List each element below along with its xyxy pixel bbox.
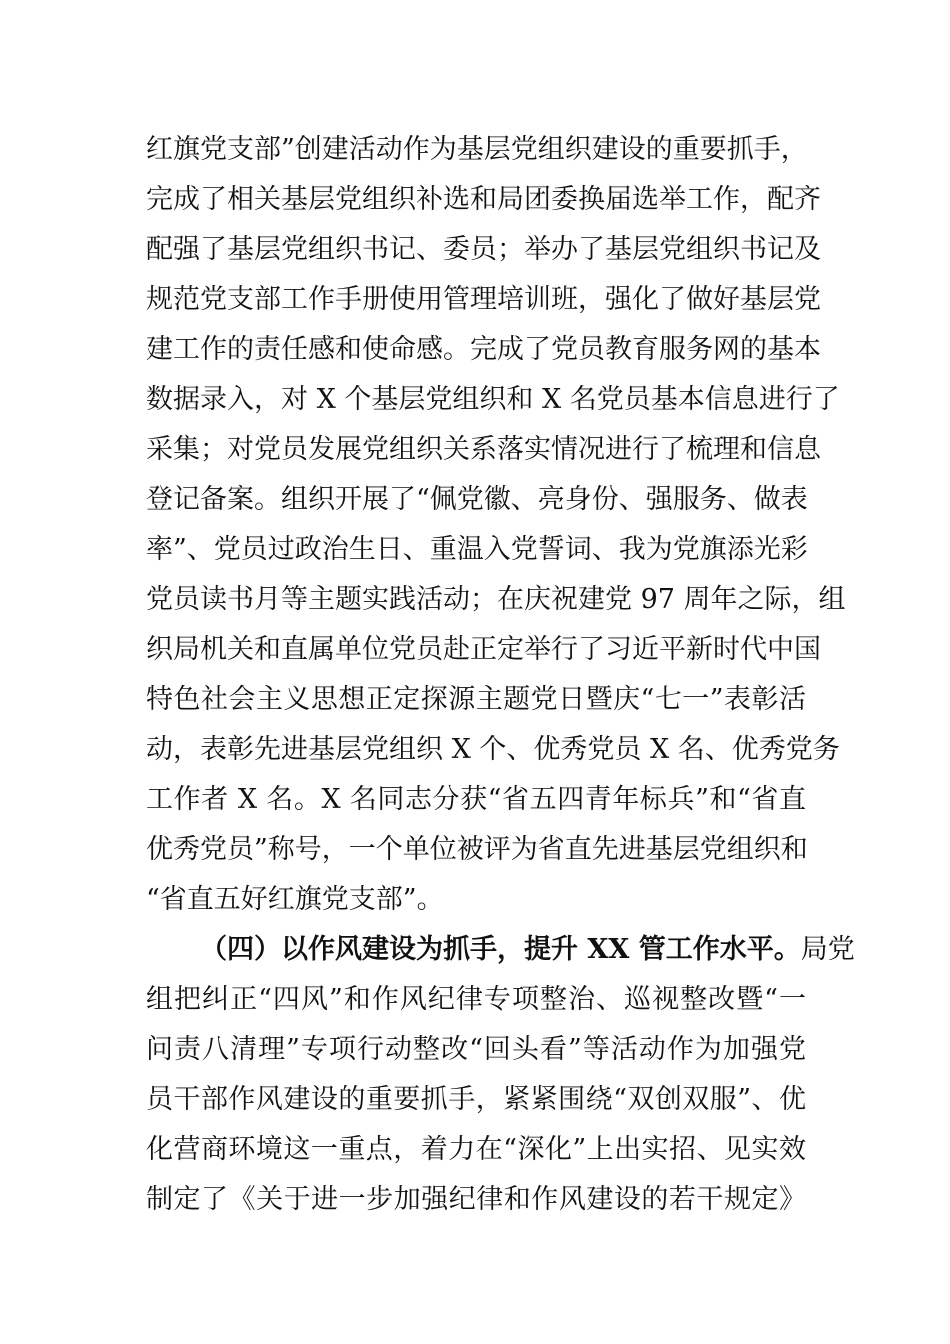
section-heading-line	[200, 925, 855, 975]
body-text-line: 优秀党员”称号，一个单位被评为省直先进基层党组织和	[146, 834, 808, 865]
body-text-line: 建工作的责任感和使命感。完成了党员教育服务网的基本	[146, 334, 821, 365]
section-heading-continuation: 局党	[800, 934, 855, 965]
body-text-line: 采集；对党员发展党组织关系落实情况进行了梳理和信息	[146, 434, 821, 465]
body-text-line: 配强了基层党组织书记、委员；举办了基层党组织书记及	[146, 234, 821, 265]
body-text-line-last: “省直五好红旗党支部”。	[146, 884, 444, 915]
section-heading: （四）以作风建设为抓手，提升 XX 管工作水平。	[200, 934, 801, 965]
body-text-line: 数据录入，对 X 个基层党组织和 X 名党员基本信息进行了	[146, 384, 840, 415]
body-text-line: 率”、党员过政治生日、重温入党誓词、我为党旗添光彩	[146, 534, 808, 565]
body-text-line: 特色社会主义思想正定探源主题党日暨庆“七一”表彰活	[146, 684, 806, 715]
body-text-line: 动，表彰先进基层党组织 X 个、优秀党员 X 名、优秀党务	[146, 734, 840, 765]
body-text-line: 工作者 X 名。X 名同志分获“省五四青年标兵”和“省直	[146, 784, 806, 815]
body-text-line: 化营商环境这一重点，着力在“深化”上出实招、见实效	[146, 1134, 806, 1165]
body-text-line: 问责八清理”专项行动整改“回头看”等活动作为加强党	[146, 1034, 806, 1065]
body-text-line: 红旗党支部”创建活动作为基层党组织建设的重要抓手，	[146, 134, 808, 165]
body-text-line: 制定了《关于进一步加强纪律和作风建设的若干规定》	[146, 1184, 806, 1215]
body-text-line: 规范党支部工作手册使用管理培训班，强化了做好基层党	[146, 284, 821, 315]
body-text-line: 织局机关和直属单位党员赴正定举行了习近平新时代中国	[146, 634, 821, 665]
body-text-line: 登记备案。组织开展了“佩党徽、亮身份、强服务、做表	[146, 484, 808, 515]
body-text-line: 员干部作风建设的重要抓手，紧紧围绕“双创双服”、优	[146, 1084, 806, 1115]
body-text-line: 组把纠正“四风”和作风纪律专项整治、巡视整改暨“一	[146, 984, 806, 1015]
body-text-line: 完成了相关基层党组织补选和局团委换届选举工作，配齐	[146, 184, 821, 215]
body-text-line: 党员读书月等主题实践活动；在庆祝建党 97 周年之际，组	[146, 584, 846, 615]
